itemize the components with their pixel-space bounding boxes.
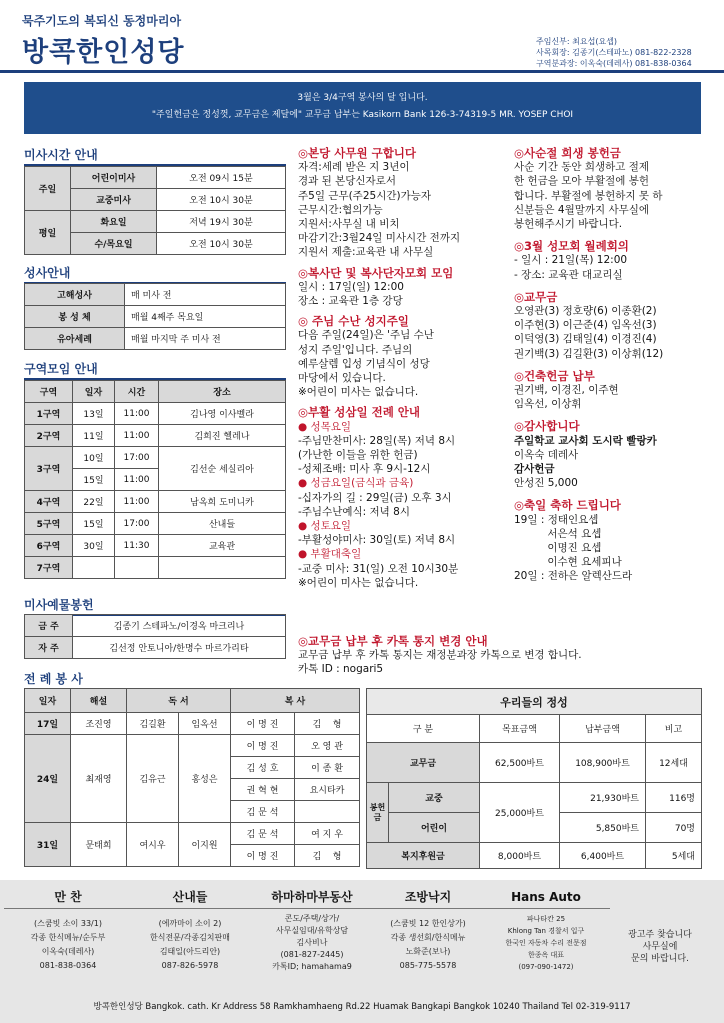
ad-line: 사무실에 [642, 942, 678, 952]
notice-heading: ◎사순절 희생 봉헌금 [514, 146, 621, 160]
table-row [25, 425, 286, 447]
notice-column-1 [298, 146, 508, 590]
mass-group: 평일 [25, 211, 71, 255]
notice-line: -주님만찬미사: 28일(목) 저녁 8시 [298, 434, 456, 447]
table-row [25, 491, 286, 513]
notice-line: ● 성금요일(금식과 금육) [298, 477, 414, 490]
liturgy-cell: 이 명 진 [231, 713, 295, 735]
mass-name: 어린이미사 [71, 167, 157, 189]
ad-line: 김태일(아드리안) [159, 947, 221, 956]
notice-line: (가난한 이들을 위한 헌금) [298, 449, 418, 462]
liturgy-table [24, 688, 360, 867]
table-row [25, 535, 286, 557]
district-day: 15일 [73, 513, 115, 535]
liturgy-cell: 요시타카 [295, 779, 360, 801]
parish-title: 방콕한인성당 [22, 37, 185, 68]
liturgy-cell: 김 문 석 [231, 801, 295, 823]
notice-line: 서은석 요셉 [514, 527, 602, 540]
sacrament-desc: 매 미사 전 [125, 284, 286, 306]
ad-line: 한국인 자동차 수리 전문점 [505, 939, 587, 947]
notice-line: 20일 : 전하은 알렉산드라 [514, 570, 633, 583]
table-row [25, 735, 360, 757]
district-day: 10일 [73, 447, 115, 469]
table-row [25, 557, 286, 579]
liturgy-cell [295, 801, 360, 823]
notice-line: 임옥선, 이상휘 [514, 398, 582, 411]
sacrament-name: 유아세례 [25, 328, 125, 350]
ad-name [600, 885, 720, 909]
sacrament-table [24, 283, 286, 350]
notice-block [514, 419, 714, 490]
notice-line: 권기백, 이경진, 이주현 [514, 384, 619, 397]
col-header: 장소 [159, 381, 286, 403]
liturgy-cell: 17일 [25, 713, 71, 735]
notice-heading: ◎축일 축하 드립니다 [514, 498, 621, 513]
ad-line: 김사비나 [296, 938, 328, 947]
liturgy-cell: 문태희 [71, 823, 127, 867]
header-divider [0, 70, 724, 73]
district-area: 7구역 [25, 557, 73, 579]
liturgy-cell: 24일 [25, 735, 71, 823]
finance-paid: 108,900바트 [560, 743, 646, 783]
notice-line: 성지 주일'입니다. 주님의 [298, 343, 413, 356]
liturgy-cell: 이 종 환 [295, 757, 360, 779]
ad-line: 한종옥 대표 [527, 951, 565, 959]
finance-goal: 8,000바트 [480, 843, 560, 869]
table-row [367, 743, 702, 783]
finance-note: 5세대 [646, 843, 702, 869]
notice-line: 일시 : 17일(일) 12:00 [298, 280, 404, 293]
notice-line: 자격:세례 받은 지 3년이 [298, 161, 410, 174]
notice-line: 이주현(3) 이근준(4) 임옥선(3) [514, 319, 657, 332]
district-place: 남옥희 도미니카 [159, 491, 286, 513]
finance-subcategory: 교중 [389, 783, 480, 813]
liturgy-cell: 임옥선 [179, 713, 231, 735]
notice-line: 카톡 ID : nogari5 [298, 663, 384, 676]
mass-time: 저녁 19시 30분 [157, 211, 286, 233]
sacrament-desc: 매월 4째주 목요일 [125, 306, 286, 328]
ad-box [364, 885, 492, 993]
notice-block [298, 266, 508, 309]
offering-names: 김선정 안토니아/한명수 마르가리타 [73, 637, 286, 659]
offering-week: 자 주 [25, 637, 73, 659]
table-row [25, 284, 286, 306]
col-header: 독 서 [127, 689, 231, 713]
staff-info [536, 36, 692, 69]
liturgy-cell: 홍성은 [179, 735, 231, 823]
finance-table [366, 688, 702, 869]
col-header: 시간 [115, 381, 159, 403]
parish-subtitle: 묵주기도의 복되신 동정마리아 [22, 14, 182, 28]
notice-line: 권기백(3) 김길환(3) 이상휘(12) [514, 347, 664, 360]
notice-line: -주님수난예식: 저녁 8시 [298, 505, 410, 518]
notice-block [298, 405, 508, 590]
col-header: 구 분 [367, 715, 480, 743]
notice-line: 장소 : 교육관 1층 강당 [298, 295, 403, 308]
mass-group: 주일 [25, 167, 71, 211]
ad-line: 한식전문/각종김치판매 [150, 933, 230, 942]
finance-category: 교무금 [367, 743, 480, 783]
col-header: 복 사 [231, 689, 360, 713]
offering-week: 금 주 [25, 615, 73, 637]
district-area: 1구역 [25, 403, 73, 425]
notice-line: 경과 된 본당신자로서 [298, 175, 396, 188]
notice-line: -부활성야미사: 30일(토) 저녁 8시 [298, 534, 456, 547]
notice-heading: ◎교무금 납부 후 카톡 통지 변경 안내 [298, 634, 488, 648]
ad-line: (스쿰빗 소이 33/1) [34, 919, 102, 928]
ad-line: 각종 한식메뉴/순두부 [30, 933, 106, 942]
ad-line: 콘도/주택/상가/ [284, 914, 340, 923]
ad-box [248, 885, 376, 993]
ad-name: 산내들 [126, 885, 254, 909]
notice-block [514, 498, 714, 583]
district-place: 김선순 세실리아 [159, 447, 286, 491]
notice-heading: ◎본당 사무원 구합니다 [298, 146, 417, 160]
ad-line: 이옥숙(데레사) [41, 947, 95, 956]
liturgy-cell: 이 명 진 [231, 735, 295, 757]
finance-note: 116명 [646, 783, 702, 813]
mass-title: 미사시간 안내 [24, 146, 286, 166]
notice-block [298, 314, 508, 399]
ad-box [126, 885, 254, 993]
table-row [367, 783, 702, 813]
district-area: 2구역 [25, 425, 73, 447]
district-day [73, 557, 115, 579]
ad-line: (에까마이 소이 2) [158, 919, 222, 928]
staff-line: 구역분과장: 이옥숙(데레사) 081-838-0364 [536, 59, 692, 68]
table-row [25, 447, 286, 469]
ad-line: Khlong Tan 경찰서 입구 [507, 927, 585, 935]
notice-line: 감사헌금 [514, 463, 555, 476]
finance-goal: 25,000바트 [480, 783, 560, 843]
ad-name: 만 찬 [4, 885, 132, 909]
notice-line: 사순 기간 동안 희생하고 절제 [514, 161, 650, 174]
district-time [115, 557, 159, 579]
sacrament-name: 고해성사 [25, 284, 125, 306]
notice-line: 이수현 요세피나 [514, 556, 622, 569]
liturgy-title: 전 례 봉 사 [24, 672, 83, 686]
col-header: 일자 [25, 689, 71, 713]
liturgy-cell: 여시우 [127, 823, 179, 867]
sacrament-title: 성사안내 [24, 264, 286, 284]
liturgy-cell: 김유근 [127, 735, 179, 823]
notice-line: 마당에서 있습니다. [298, 372, 386, 385]
district-day: 11일 [73, 425, 115, 447]
liturgy-cell: 김길환 [127, 713, 179, 735]
finance-note: 70명 [646, 813, 702, 843]
ad-name: 조방낙지 [364, 885, 492, 909]
table-header-row [367, 689, 702, 715]
liturgy-cell: 조진영 [71, 713, 127, 735]
district-area: 5구역 [25, 513, 73, 535]
liturgy-cell: 최재영 [71, 735, 127, 823]
finance-note: 12세대 [646, 743, 702, 783]
notice-heading: ◎감사합니다 [514, 419, 580, 434]
district-area: 3구역 [25, 447, 73, 491]
col-header: 목표금액 [480, 715, 560, 743]
notice-block [298, 146, 508, 260]
notice-line: 오영관(3) 정호량(6) 이종환(2) [514, 305, 657, 318]
notice-heading: ◎건축헌금 납부 [514, 368, 595, 383]
staff-line: 사목회장: 김종기(스테파노) 081-822-2328 [536, 48, 692, 57]
district-day: 30일 [73, 535, 115, 557]
notice-line: ● 성목요일 [298, 420, 352, 433]
table-row [25, 167, 286, 189]
ad-box [4, 885, 132, 993]
table-row [25, 403, 286, 425]
liturgy-cell: 김 문 석 [231, 823, 295, 845]
liturgy-cell: 이지원 [179, 823, 231, 867]
table-row [25, 306, 286, 328]
district-place: 산내들 [159, 513, 286, 535]
ad-line: 문의 바랍니다. [631, 954, 689, 964]
liturgy-cell: 오 영 관 [295, 735, 360, 757]
district-title: 구역모임 안내 [24, 360, 286, 380]
table-header-row [25, 381, 286, 403]
liturgy-cell: 여 지 우 [295, 823, 360, 845]
table-row [25, 823, 360, 845]
liturgy-cell: 김 형 [295, 713, 360, 735]
notice-heading: ◎교무금 [514, 289, 558, 304]
liturgy-cell: 이 명 진 [231, 845, 295, 867]
ad-line: (097-090-1472) [518, 963, 574, 971]
table-header-row [367, 715, 702, 743]
table-row [25, 713, 360, 735]
district-time: 17:00 [115, 513, 159, 535]
notice-line: 지원서:사무실 내 비치 [298, 218, 400, 231]
notice-block [514, 369, 714, 412]
notice-line: 한 헌금을 모아 부활절에 봉헌 [514, 175, 650, 188]
district-place [159, 557, 286, 579]
table-row [25, 211, 286, 233]
district-day: 15일 [73, 469, 115, 491]
table-row [367, 843, 702, 869]
notice-line: 근무시간:협의가능 [298, 203, 383, 216]
banner-line: 3월은 3/4구역 봉사의 달 입니다. [297, 93, 428, 103]
mass-time: 오전 10시 30분 [157, 233, 286, 255]
notice-line: 이명진 요셉 [514, 542, 602, 555]
notice-heading: ◎3월 성모회 월례회의 [514, 239, 629, 254]
notice-line: 합니다. 부활절에 봉헌하지 못 하 [514, 189, 663, 202]
finance-subcategory: 어린이 [389, 813, 480, 843]
table-header-row [25, 689, 360, 713]
mass-table [24, 166, 286, 255]
col-header: 일자 [73, 381, 115, 403]
table-row [25, 637, 286, 659]
notice-line: ※어린이 미사는 없습니다. [298, 386, 419, 399]
notice-line: 주일학교 교사회 도시락 빨랑카 [514, 434, 657, 447]
ad-line: 085-775-5578 [399, 961, 457, 970]
mass-name: 화요일 [71, 211, 157, 233]
notice-line: 이옥숙 데레사 [514, 448, 579, 461]
district-day: 13일 [73, 403, 115, 425]
ad-line: 노화준(보나) [405, 947, 451, 956]
finance-paid: 5,850바트 [560, 813, 646, 843]
notice-line: 안성진 5,000 [514, 477, 578, 490]
col-header: 해설 [71, 689, 127, 713]
staff-line: 주임신부: 최요섭(요셉) [536, 37, 618, 46]
mass-time: 오전 09시 15분 [157, 167, 286, 189]
notice-line: 봉헌해주시기 바랍니다. [514, 218, 623, 231]
offering-names: 김종기 스테파노/이경옥 마크리나 [73, 615, 286, 637]
district-time: 11:30 [115, 535, 159, 557]
notice-line: 신분들은 4월말까지 사무실에 [514, 203, 650, 216]
notice-line: ※어린이 미사는 없습니다. [298, 576, 419, 589]
finance-paid: 6,400바트 [560, 843, 646, 869]
district-time: 11:00 [115, 491, 159, 513]
district-place: 교육관 [159, 535, 286, 557]
district-table [24, 380, 286, 579]
ad-line: 광고주 찾습니다 [628, 930, 692, 940]
district-time: 11:00 [115, 403, 159, 425]
footer-address: 방콕한인성당 Bangkok. cath. Kr Address 58 Ramkhamhaeng Rd.22 Huamak Bangkapi Bangkok 10240 Thailand Tel 02-319-9117 [93, 1002, 631, 1012]
notice-heading: ◎ 주님 수난 성지주일 [298, 314, 409, 329]
notice-heading: ◎부활 성삼일 전례 안내 [298, 405, 421, 420]
notice-line: - 일시 : 21일(목) 12:00 [514, 254, 628, 267]
ad-line: 087-826-5978 [161, 961, 219, 970]
table-row [25, 328, 286, 350]
notice-line: 마감기간:3월24일 미사시간 전까지 [298, 232, 461, 245]
district-day: 22일 [73, 491, 115, 513]
ad-line: (081-827-2445) [280, 950, 344, 959]
district-area: 6구역 [25, 535, 73, 557]
ad-line: 파나타칸 25 [526, 915, 566, 923]
notice-line: 이덕영(3) 김태일(4) 이경진(4) [514, 333, 657, 346]
col-header: 구역 [25, 381, 73, 403]
ad-box [600, 885, 720, 993]
finance-goal: 62,500바트 [480, 743, 560, 783]
table-row [25, 615, 286, 637]
notice-block [514, 146, 714, 231]
notice-line: -교중 미사: 31(일) 오전 10시30분 [298, 562, 459, 575]
liturgy-cell: 김 형 [295, 845, 360, 867]
district-place: 김희진 헬레나 [159, 425, 286, 447]
col-header: 비고 [646, 715, 702, 743]
district-time: 11:00 [115, 425, 159, 447]
finance-title: 우리들의 정성 [367, 689, 702, 715]
mass-name: 수/목요일 [71, 233, 157, 255]
finance-paid: 21,930바트 [560, 783, 646, 813]
notice-line: 교무금 납부 후 카톡 통지는 재정분과장 카톡으로 변경 합니다. [298, 649, 582, 662]
notice-heading: ◎복사단 및 복사단자모회 모임 [298, 265, 454, 280]
notice-line: ● 성토요일 [298, 520, 352, 533]
ad-box [482, 885, 610, 993]
notice-block [514, 239, 714, 282]
sacrament-desc: 매월 마지막 주 미사 전 [125, 328, 286, 350]
ad-name: 하마하마부동산 [248, 885, 376, 909]
district-time: 17:00 [115, 447, 159, 469]
ad-line: 각종 생선회/한식메뉴 [390, 933, 466, 942]
banner-line: "주일헌금은 정성껏, 교무금은 제달에" 교무금 납부는 Kasikorn Bank 126-3-74319-5 MR. YOSEP CHOI [151, 110, 574, 120]
district-time: 11:00 [115, 469, 159, 491]
ad-line: 081-838-0364 [39, 961, 97, 970]
liturgy-cell: 김 성 호 [231, 757, 295, 779]
finance-category: 봉헌금 [367, 783, 389, 843]
offering-table [24, 614, 286, 659]
notice-column-2 [514, 146, 714, 584]
ad-line: (스쿰빗 12 한인상가) [390, 919, 466, 928]
ad-name: Hans Auto [482, 885, 610, 909]
announcement-banner [24, 82, 701, 134]
notice-line: 예루살렘 입성 기념식이 성당 [298, 357, 430, 370]
ad-line: 사무실임대/유학상담 [275, 926, 349, 935]
notice-line: ● 부활대축일 [298, 548, 362, 561]
mass-time: 오전 10시 30분 [157, 189, 286, 211]
notice-line: - 장소: 교육관 대교리실 [514, 268, 623, 281]
liturgy-cell: 권 혁 현 [231, 779, 295, 801]
notice-line: 주5일 근무(주25시간)가능자 [298, 189, 432, 202]
notice-line: -성체조배: 미사 후 9시-12시 [298, 463, 431, 476]
finance-category: 복지후원금 [367, 843, 480, 869]
liturgy-cell: 31일 [25, 823, 71, 867]
notice-line: 지원서 제출:교육관 내 사무실 [298, 246, 434, 259]
kakao-notice [298, 634, 708, 677]
district-area: 4구역 [25, 491, 73, 513]
ad-line: 카톡ID; hamahama9 [272, 962, 352, 971]
notice-line: 다음 주일(24일)은 '주님 수난 [298, 329, 434, 342]
mass-name: 교중미사 [71, 189, 157, 211]
col-header: 납부금액 [560, 715, 646, 743]
notice-line: 19일 : 정태인요셉 [514, 513, 599, 526]
offering-title: 미사예물봉헌 [24, 596, 286, 616]
table-row [25, 513, 286, 535]
sacrament-name: 봉 성 체 [25, 306, 125, 328]
notice-line: -십자가의 길 : 29일(금) 오후 3시 [298, 491, 452, 504]
district-place: 김나영 이사벨라 [159, 403, 286, 425]
notice-block [514, 290, 714, 361]
